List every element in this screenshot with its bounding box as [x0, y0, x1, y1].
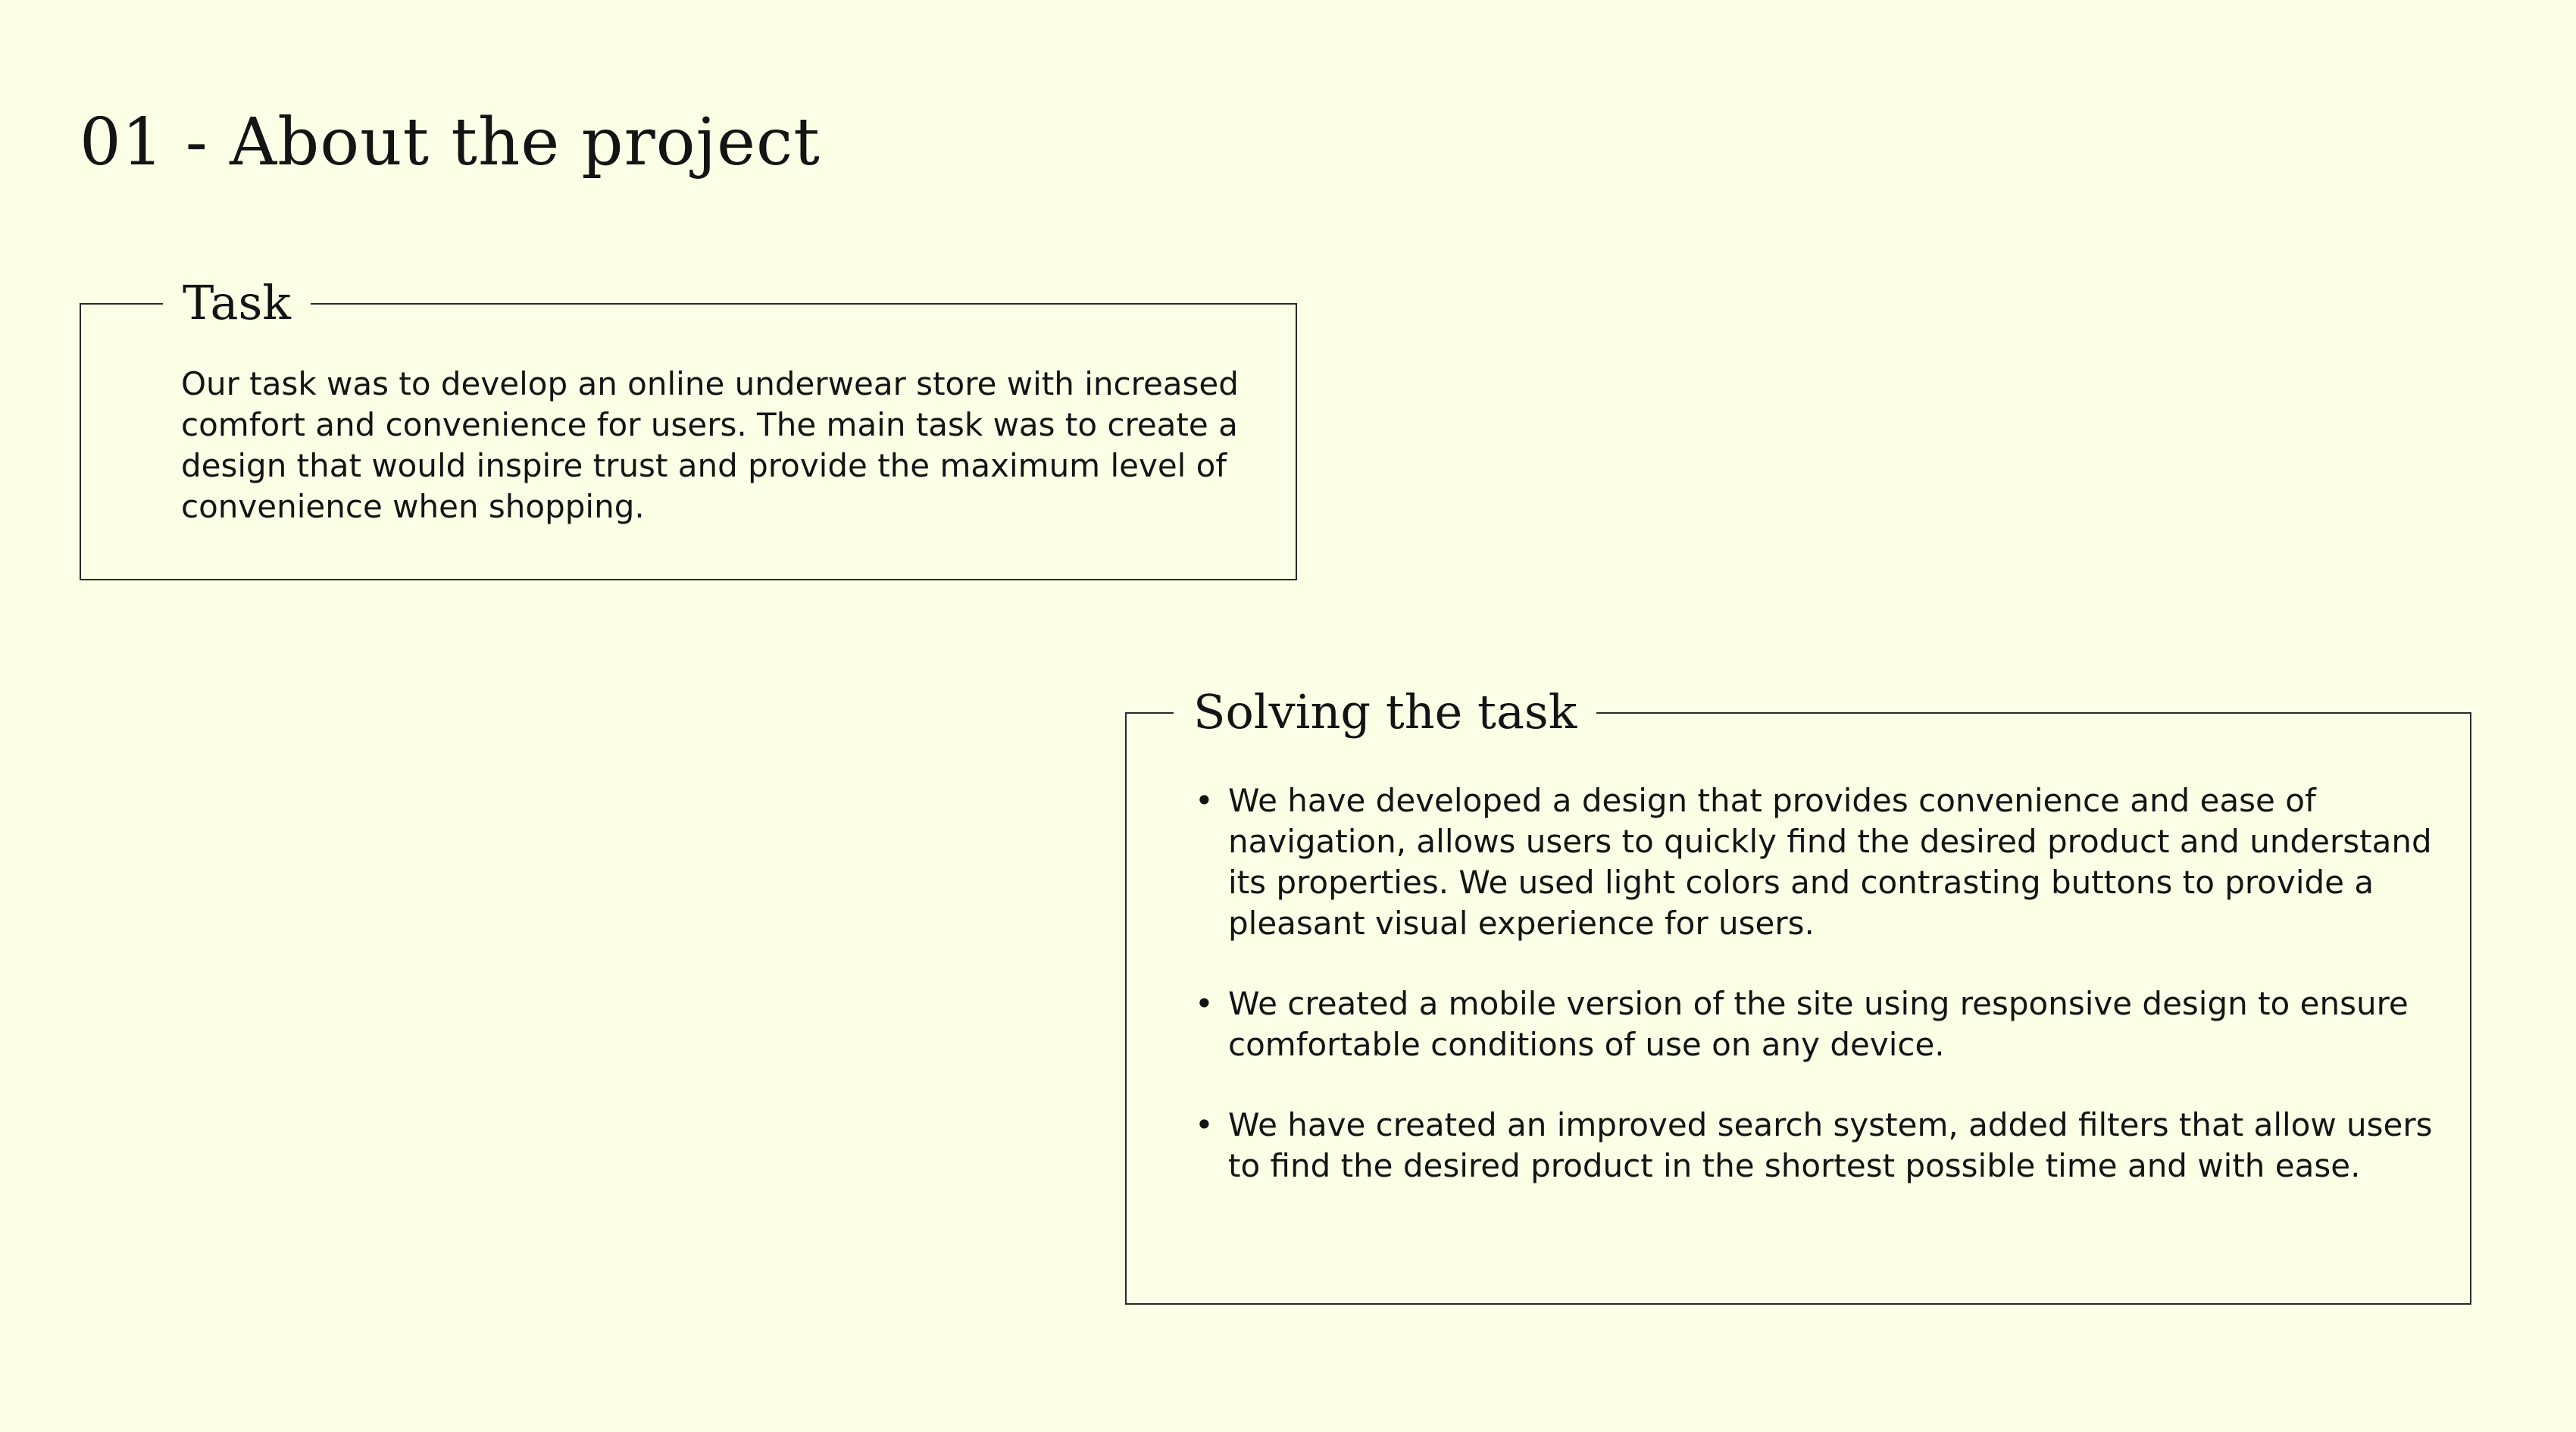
solution-text: We have developed a design that provides convenience and ease of navigation, allows users to quickly find the desired product and understand its properties. We used light colors and contrasting buttons to provide a pleasant visual experience for users.	[1228, 782, 2432, 942]
bullet-icon: •	[1195, 782, 1214, 819]
solving-section	[1125, 684, 2471, 1305]
solution-item-design	[1195, 780, 2437, 944]
solution-item-mobile	[1195, 983, 2437, 1065]
solution-list	[1195, 780, 2437, 1226]
solving-heading: Solving the task	[1174, 683, 1596, 741]
solution-text: We have created an improved search system, added filters that allow users to find the desired product in the shortest possible time and with ease.	[1228, 1106, 2433, 1184]
task-description: Our task was to develop an online underwear store with increased comfort and convenience for users. The main task was to create a design that would inspire trust and provide the maximum level of convenience when shopping.	[181, 365, 1239, 525]
solution-text: We created a mobile version of the site using responsive design to ensure comfortable conditions of use on any device.	[1228, 985, 2409, 1063]
bullet-icon: •	[1195, 985, 1214, 1022]
task-section	[80, 275, 1297, 580]
task-heading: Task	[163, 274, 311, 332]
page-title: 01 - About the project	[80, 105, 821, 180]
solution-item-search	[1195, 1105, 2437, 1187]
bullet-icon: •	[1195, 1106, 1214, 1143]
